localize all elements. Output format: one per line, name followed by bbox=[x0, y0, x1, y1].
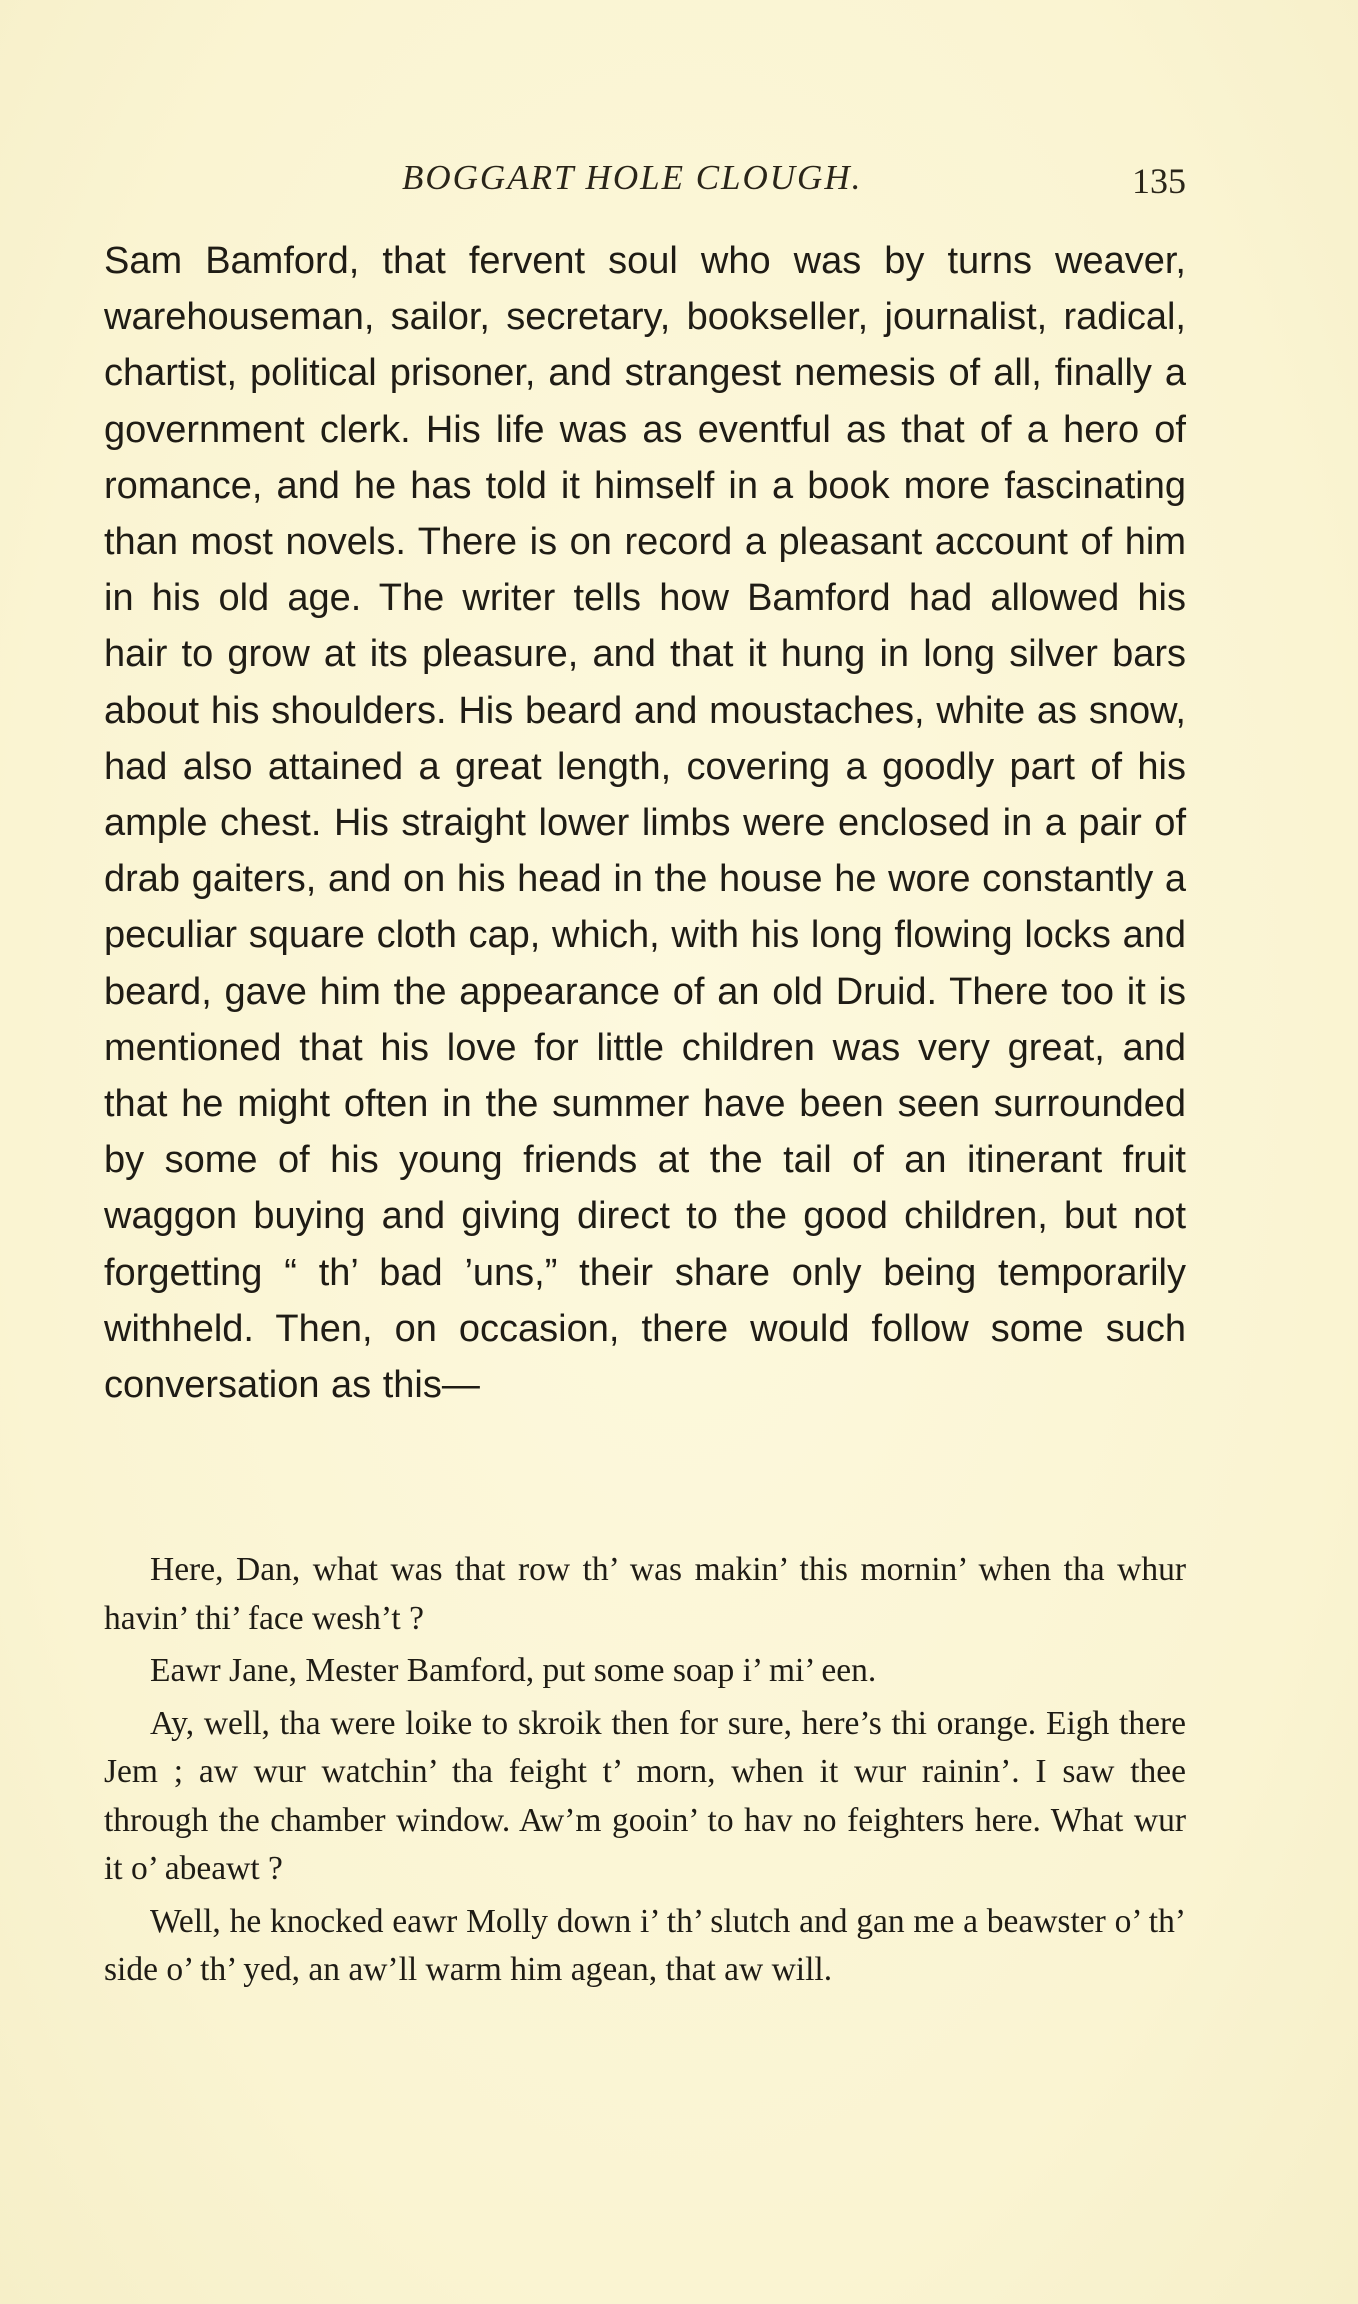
body-paragraph: Sam Bamford, that fervent soul who was by turns weaver, warehouseman, sailor, secretary, bookseller, journalist, radical, chartist, political prisoner, and strangest nemesis of all, finally a government clerk. His life was as eventful as that of a hero of romance, and he has told it himself in a book more fascinating than most novels. There is on record a pleasant account of him in his old age. The writer tells how Bamford had allowed his hair to grow at its pleasure, and that it hung in long silver bars about his shoulders. His beard and moustaches, white as snow, had also attained a great length, covering a goodly part of his ample chest. His straight lower limbs were enclosed in a pair of drab gaiters, and on his head in the house he wore constantly a peculiar square cloth cap, which, with his long flowing locks and beard, gave him the appearance of an old Druid. There too it is mentioned that his love for little children was very great, and that he might often in the summer have been seen surrounded by some of his young friends at the tail of an itinerant fruit waggon buying and giving direct to the good children, but not forgetting “ th’ bad ’uns,” their share only being temporarily withheld. Then, on occasion, there would follow some such conversation as this— bbox=[104, 240, 1186, 1407]
dialogue-line: Well, he knocked eawr Molly down i’ th’ slutch and gan me a beawster o’ th’ side o’ th’ yed, an aw’ll warm him agean, that aw will. bbox=[104, 1902, 1186, 1988]
page-number: 135 bbox=[1132, 161, 1186, 201]
dialogue-line: Ay, well, tha were loike to skroik then for sure, here’s thi orange. Eigh there Jem ; aw wur watchin’ tha feight t’ morn, when it wur rainin’. I saw thee through the chamber window. Aw’m gooin’ to hav no feighters here. What wur it o’ abeawt ? bbox=[104, 1704, 1186, 1887]
dialogue-line: Eawr Jane, Mester Bamford, put some soap i’ mi’ een. bbox=[150, 1652, 877, 1689]
dialogue-block bbox=[104, 1546, 1186, 1995]
dialogue-line: Here, Dan, what was that row th’ was makin’ this mornin’ when tha whur havin’ thi’ face wesh’t ? bbox=[104, 1551, 1186, 1637]
running-head bbox=[104, 158, 1186, 208]
running-title: BOGGART HOLE CLOUGH. bbox=[402, 158, 863, 197]
